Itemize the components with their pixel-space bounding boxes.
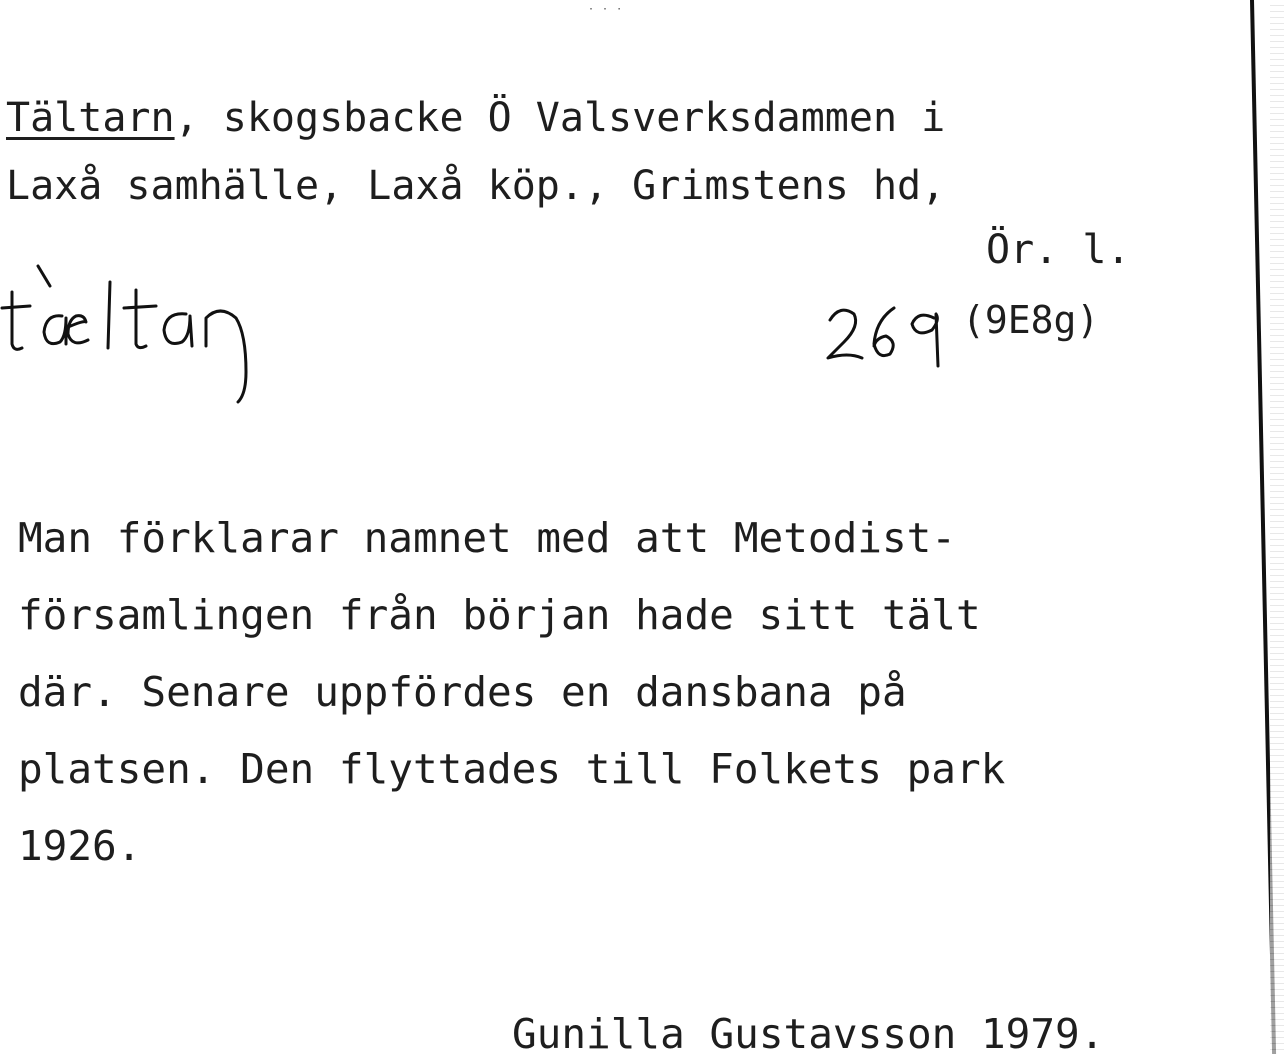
handwritten-record-number <box>824 300 949 370</box>
explanation-line: församlingen från början hade sitt tält <box>18 591 981 639</box>
explanation-line: Man förklarar namnet med att Metodist- <box>18 514 956 562</box>
card-edge-speckle <box>1270 0 1284 1054</box>
scan-mark: · · · <box>588 4 624 15</box>
explanation-line: platsen. Den flyttades till Folkets park <box>18 745 1006 793</box>
header-line-1-rest: , skogsbacke Ö Valsverksdammen i <box>174 95 946 141</box>
signature: Gunilla Gustavsson 1979. <box>512 1010 1105 1058</box>
header-line-1 <box>6 95 946 141</box>
explanation-line: där. Senare uppfördes en dansbana på <box>18 668 907 716</box>
header-line-2: Laxå samhälle, Laxå köp., Grimstens hd, <box>6 163 946 209</box>
handwritten-phonetic-form <box>0 262 275 412</box>
grid-reference: (9E8g) <box>962 298 1100 342</box>
header-line-3: Ör. l. <box>986 227 1131 273</box>
explanation-line: 1926. <box>18 822 142 870</box>
explanation-text <box>18 500 1005 885</box>
place-name: Tältarn <box>6 95 175 141</box>
